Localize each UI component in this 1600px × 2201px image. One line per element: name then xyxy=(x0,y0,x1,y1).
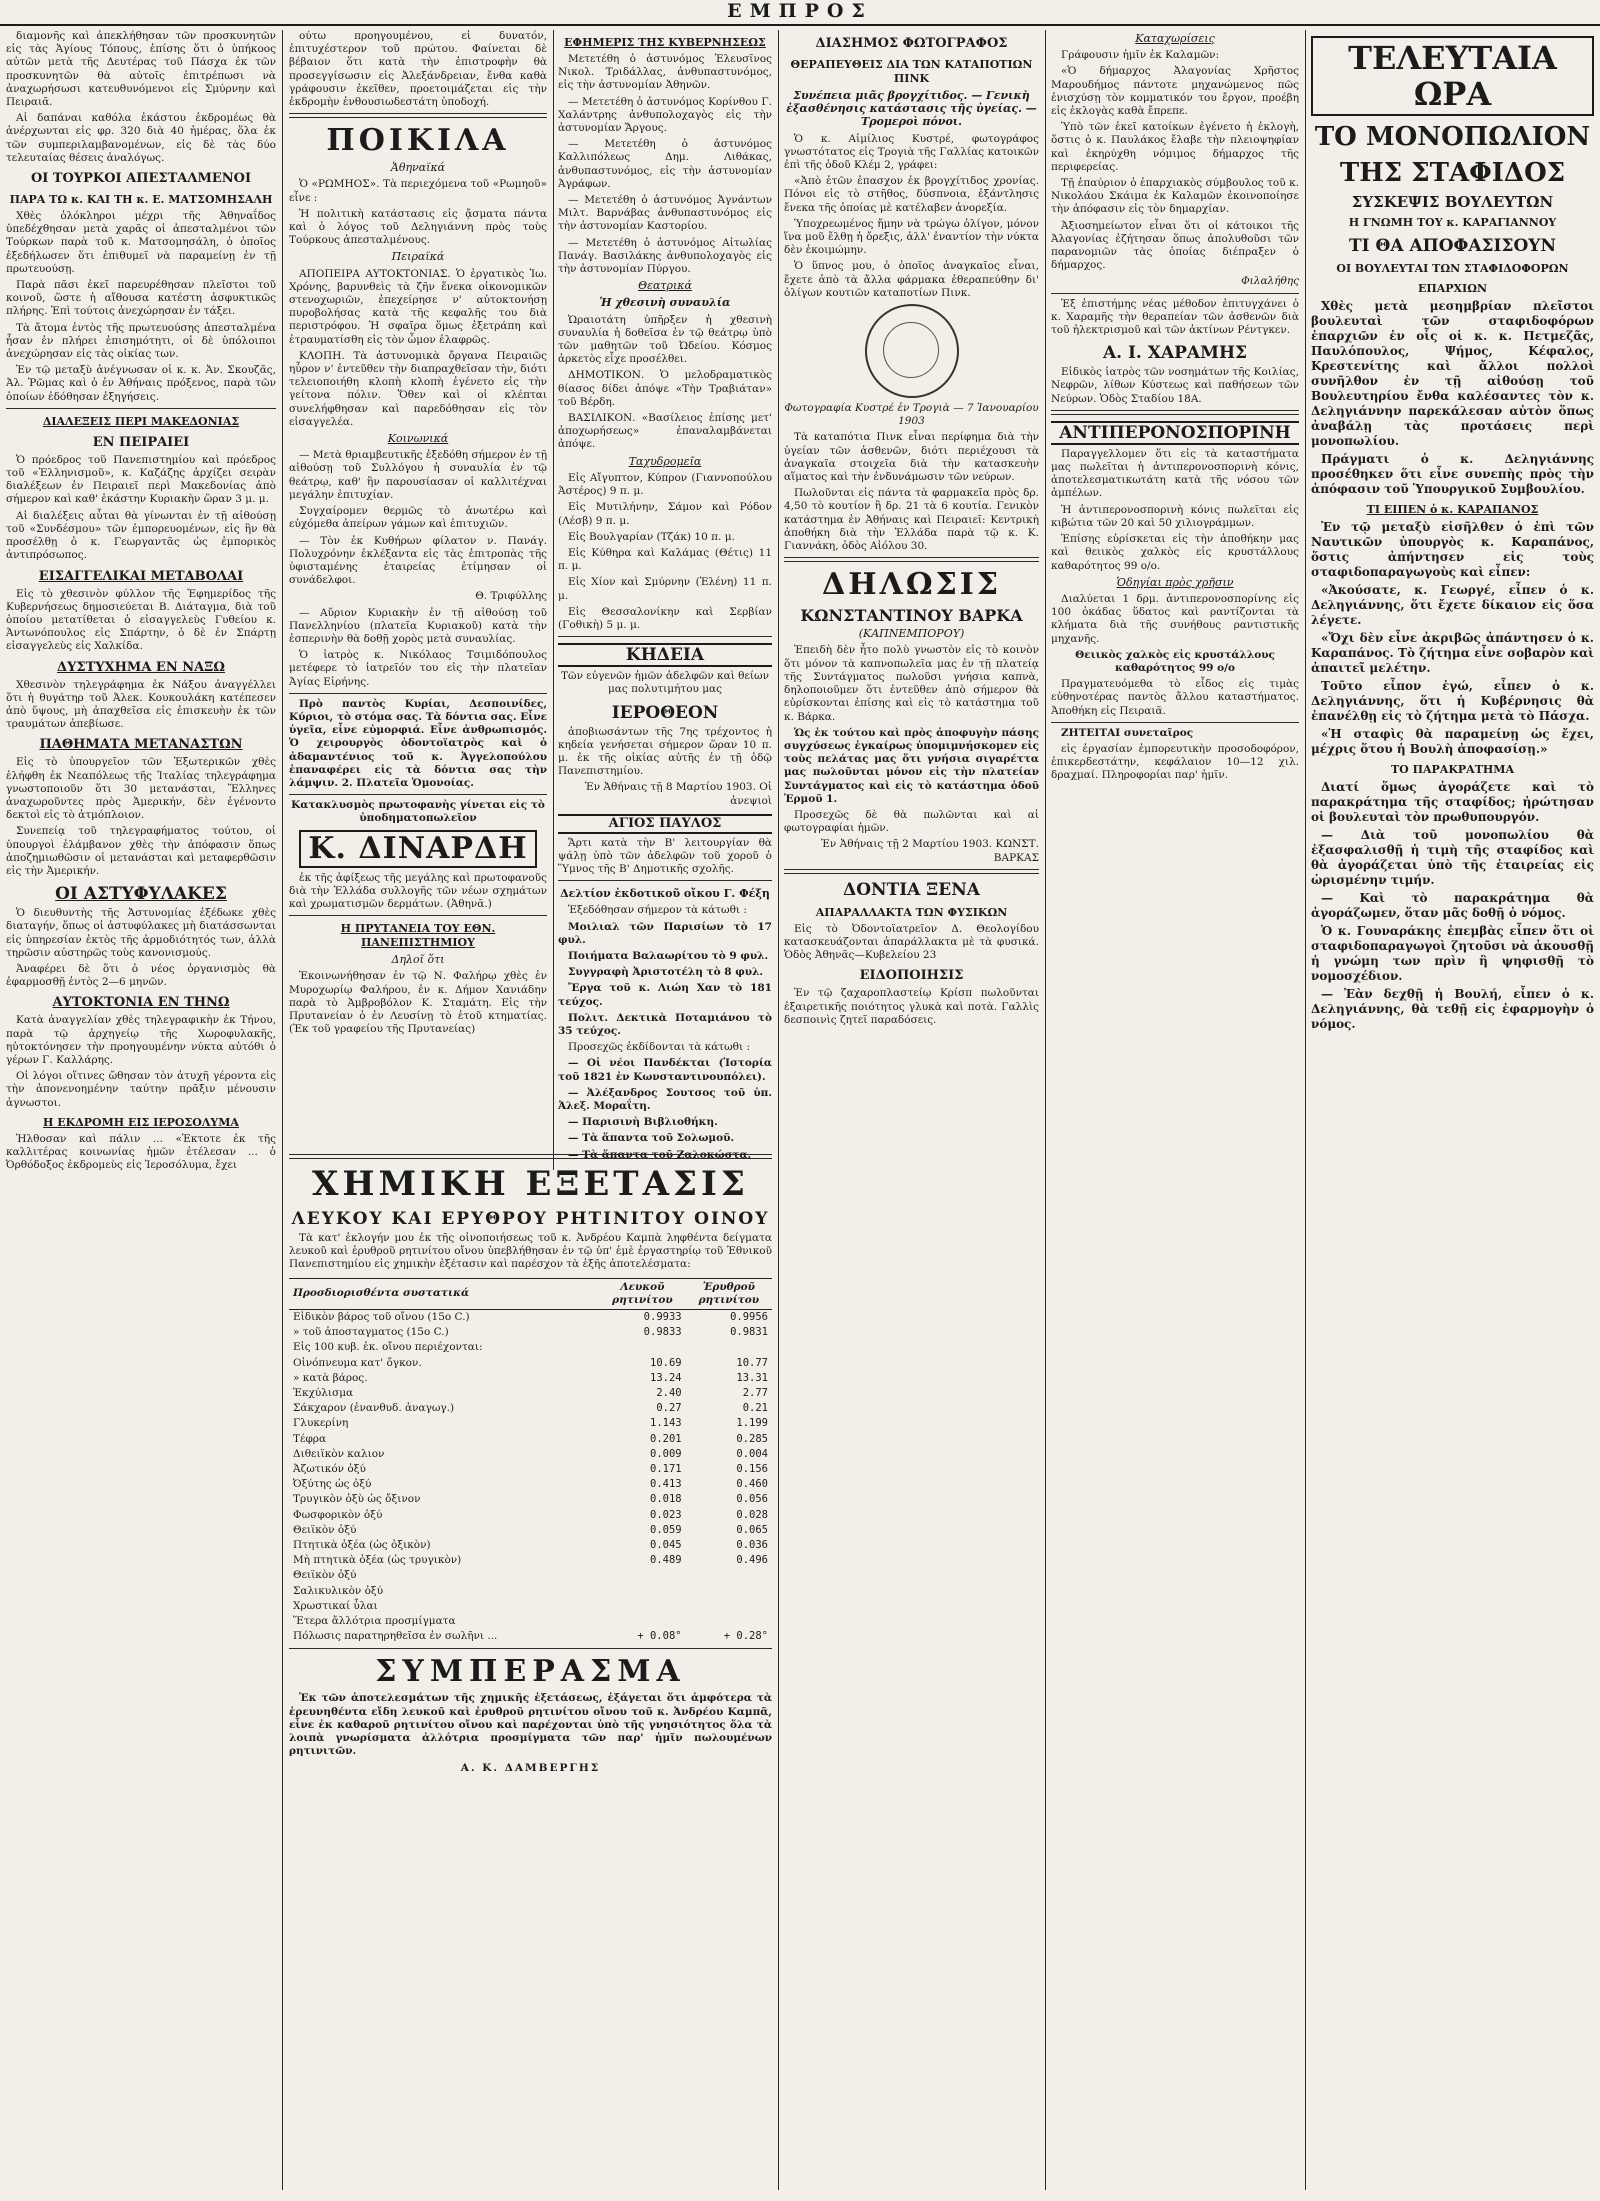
column-2 xyxy=(289,30,547,1170)
article-text: Εἰς Θεσσαλονίκην καὶ Σερβίαν (Γοθικὴ) 5 μ. μ. xyxy=(558,605,772,631)
list-item: Πολιτ. Δεκτικὰ Ποταμιάνου τὸ 35 τεύχος. xyxy=(558,1011,772,1037)
headline-breaking: ΤΕΛΕΥΤΑΙΑ ΩΡΑ xyxy=(1311,36,1594,116)
article-text: Ἐν τῷ μεταξὺ εἰσῆλθεν ὁ ἐπὶ τῶν Ναυτικῶν ὑπουργὸς κ. Καραπάνος, ὅστις ἀπήντησεν εἰς τοὺς σταφιδοπαραγωγοὺς καὶ εἶπεν: xyxy=(1311,520,1594,579)
article-text: ούτω προηγουμένου, εἰ δυνατόν, ἐπιτυχέστερον τοῦ πρώτου. Φαίνεται δὲ βέβαιον ὅτι κατὰ τὴν ἐπιστροφὴν θὰ προσεγγίσωσιν εἰς Ἀλεξάνδρειαν, ἔνθα καθὰ γράφουσιν ἐκεῖθεν, προετοιμάζεται εἰς τὴν ἐκδρομὴν ἐνθουσιωδεστάτη ὑποδοχή. xyxy=(289,30,547,109)
table-row xyxy=(289,1477,772,1492)
headline: ΕΠΑΡΧΙΩΝ xyxy=(1417,282,1488,295)
row-value: 0.156 xyxy=(736,1463,768,1476)
headline: ΕΙΔΟΠΟΙΗΣΙΣ xyxy=(859,968,964,984)
table-row xyxy=(289,1523,772,1538)
headline: ΠΑΡΑ ΤΩ κ. ΚΑΙ ΤΗ κ. Ε. ΜΑΤΣΟΜΗΣΑΛΗ xyxy=(9,193,273,207)
advertisement-title: ΑΝΤΙΠΕΡΟΝΟΣΠΟΡΙΝΗ xyxy=(1051,421,1299,445)
divider xyxy=(1051,293,1299,294)
advertisement-text: Τὰ κατ' ἐκλογήν μου ἐκ τῆς οἰνοποιήσεως τοῦ κ. Ἀνδρέου Καμπὰ ληφθέντα δείγματα λευκοῦ καὶ ἐρυθροῦ ρητινίτου οἴνου ὑπεβλήθησαν ἐν τῷ ὑπ' ἐμὲ ἐργαστηρίῳ τοῦ Ἐθνικοῦ Πανεπιστημίου εἰς χημικὴν ἐξέτασιν καὶ παρέσχον τὰ ἑξῆς ἀποτελέσματα: xyxy=(289,1232,772,1271)
row-label: » τοῦ ἀποσταγματος (15ο C.) xyxy=(293,1326,449,1339)
row-label: Τέφρα xyxy=(293,1432,327,1445)
article-text: — Μετετέθη ὁ ἀστυνόμος Αἰτωλίας Πανάγ. Βασιλάκης ἀνθυπολοχαγὸς εἰς τὴν ἀστυνομίαν Πύργου. xyxy=(558,236,772,276)
advertisement-text: ἐκ τῆς ἀφίξεως τῆς μεγάλης καὶ πρωτοφανοῦς διὰ τὴν Ἑλλάδα συλλογῆς τῶν νέων σχημάτων καὶ χρωματισμῶν δερμάτων. (Ἀθηνᾶ.) xyxy=(289,871,547,910)
advertisement-text: Ἐν τῷ ζαχαροπλαστείῳ Κρίσπ πωλοῦνται ἐξαιρετικῆς ποιότητος γλυκὰ καὶ ποτὰ. Γαλλὶς δεσποινὶς ζητεῖ παραδόσεις. xyxy=(784,987,1039,1026)
row-value: 2.40 xyxy=(656,1387,682,1400)
row-value: 0.045 xyxy=(650,1539,682,1552)
article-text: Μετετέθη ὁ ἀστυνόμος Ἐλευσῖνος Νικολ. Τριδάλλας, ἀνθυπαστυνόμος, εἰς τὴν ἀστυνομίαν Ἀθηνῶν. xyxy=(558,53,772,92)
article-text: ἀποβιωσάντων τῆς 7ης τρέχοντος ἡ κηδεία γενήσεται σήμερον ὥραν 10 π. μ. ἐκ τῆς οἰκίας αὐτῆς ἐν τῇ ὁδῷ Πανεπιστημίου. xyxy=(558,725,772,778)
divider xyxy=(289,693,547,694)
headline: ΑΓΙΟΣ ΠΑΥΛΟΣ xyxy=(558,814,772,834)
article-text: «Ἀκούσατε, κ. Γεωργέ, εἶπεν ὁ κ. Δεληγιάννης, ὅτι ἔχετε δίκαιον εἰς ὅσα λέγετε. xyxy=(1311,583,1594,627)
row-label: Οἰνόπνευμα κατ' ὄγκον. xyxy=(293,1356,422,1369)
list-item: — Ἀλέξανδρος Σουτσος τοῦ ὑπ. Ἀλεξ. Μοραΐτη. xyxy=(558,1086,772,1112)
advertisement-subtitle: ΛΕΥΚΟΥ ΚΑΙ ΕΡΥΘΡΟΥ ΡΗΤΙΝΙΤΟΥ ΟΙΝΟΥ xyxy=(291,1209,770,1229)
row-label: Εἰδικὸν βάρος τοῦ οἴνου (15ο C.) xyxy=(293,1311,470,1324)
column-header: Λευκοῦ ρητινίτου xyxy=(599,1278,685,1309)
table-row xyxy=(289,1447,772,1462)
row-label: Θειϊκὸν ὀξύ xyxy=(293,1523,357,1536)
row-value: 0.9933 xyxy=(643,1311,682,1324)
article-text: — Αὔριον Κυριακὴν ἐν τῇ αἰθούσῃ τοῦ Πανελληνίου (πλατεῖα Κυριακοῦ) κατὰ τὴν ἑσπερινὴν θὰ δοθῇ χορὸς μετὰ συναυλίας. xyxy=(289,606,547,645)
column-header: Ἐρυθροῦ ρητινίτου xyxy=(686,1278,772,1309)
article-text: Πράγματι ὁ κ. Δεληγιάννης προσέθηκεν ὅτι εἶνε συνεπὴς πρὸς τὴν ἀπόφασιν τοῦ Ὑπουργικοῦ Συμβουλίου. xyxy=(1311,452,1594,496)
table-row xyxy=(289,1508,772,1523)
headline: ΑΥΤΟΚΤΟΝΙΑ ΕΝ ΤΗΝΩ xyxy=(52,995,230,1011)
row-value: 0.018 xyxy=(650,1493,682,1506)
article-text: Ὁ ἰατρὸς κ. Νικόλαος Τσιμιδόπουλος μετέφερε τὸ ἰατρεῖόν του εἰς τὴν πλατεῖαν Ἀγίας Εἰρήνης. xyxy=(289,649,547,688)
advertisement-text: εἰς ἐργασίαν ἐμπορευτικὴν προσοδοφόρον, ἐπικερδεστάτην, κεφάλαιον 10—12 χιλ. δραχμαί. Πληροφορίαι παρ' ἡμῖν. xyxy=(1051,742,1299,782)
row-value xyxy=(686,1614,772,1629)
row-label: Ὀξύτης ὡς ὀξύ xyxy=(293,1478,372,1491)
row-label: Πτητικὰ ὀξέα (ὡς ὀξικὸν) xyxy=(293,1539,431,1552)
article-text: Χθὲς ὁλόκληροι μέχρι τῆς Ἀθηναΐδος ὑπεδέχθησαν μετὰ χαρᾶς οἱ ἀπεσταλμένοι τῶν Τούρκων παρὰ τοῦ κ. Ματσομησάλη, ὁ ὁποῖος ἐξεδήλωσεν ὅτι ἐπιθυμεῖ νὰ παραμείνῃ ἐν τῇ πρωτευούσῃ. xyxy=(6,210,276,275)
masthead-title: ΕΜΠΡΟΣ xyxy=(727,0,873,22)
photographer-stamp xyxy=(865,304,959,398)
article-text: ΔΗΜΟΤΙΚΟΝ. Ὁ μελοδραματικὸς θίασος δίδει ἀπόψε «Τὴν Τραβιάταν» τοῦ Βέρδη. xyxy=(558,369,772,408)
article-text: Συγχαίρομεν θερμῶς τὸ ἀνωτέρω καὶ εὐχόμεθα ἀπείρων γάμων καὶ ἐπιτυχιῶν. xyxy=(289,505,547,531)
row-value: 13.24 xyxy=(650,1371,682,1384)
column-rule xyxy=(553,30,554,1170)
row-value xyxy=(599,1568,685,1583)
article-text: Τὰ καταπότια Πινκ εἶναι περίφημα διὰ τὴν ὑγείαν τῶν ἀσθενῶν, διότι περιέχουσι τὰ ἀναγκαῖα στοιχεῖα διὰ τὴν κατασκευὴν αἵματος καὶ τὴν ἐνδυνάμωσιν τῶν νεύρων. xyxy=(784,431,1039,484)
headline: ΔΥΣΤΥΧΗΜΑ ΕΝ ΝΑΞΩ xyxy=(57,659,225,675)
headline: ΟΙ ΤΟΥΡΚΟΙ ΑΠΕΣΤΑΛΜΕΝΟΙ xyxy=(30,171,252,187)
article-text: Ὁ κ. Αἰμίλιος Κυστρέ, φωτογράφος γνωστότατος εἰς Τρογιὰ τῆς Γαλλίας κατοικῶν ἐπὶ τῆς ὁδοῦ Κλέμ 2, γράφει: xyxy=(784,132,1039,172)
advertisement-text: Ἐκ τῶν ἀποτελεσμάτων τῆς χημικῆς ἐξετάσεως, ἐξάγεται ὅτι ἀμφότερα τὰ ἐρευνηθέντα εἴδη λευκοῦ καὶ ἐρυθροῦ ρητινίτου οἴνου τοῦ κ. Ἀνδρέου Καμπᾶ, εἶνε ἐκ καθαροῦ ρητινίτου οἴνου καὶ παρέχονται ὑπὸ τῆς γνησιότητος ὅλα τὰ λοιπὰ γνωρίσματα ἀλλότρια προσμίγματα τῶν παρ' ἡμῖν πωλουμένων ρητινιτῶν. xyxy=(289,1692,772,1758)
signature: Ἐν Ἀθήναις τῇ 8 Μαρτίου 1903. Οἱ ἀνεψιοὶ xyxy=(584,781,772,807)
row-value: 0.27 xyxy=(656,1402,682,1415)
article-text: Γράφουσιν ἡμῖν ἐκ Καλαμῶν: xyxy=(1061,49,1220,62)
column-4 xyxy=(784,30,1039,2190)
row-value xyxy=(686,1340,772,1355)
article-text: Τῶν εὐγενῶν ἡμῶν ἀδελφῶν καὶ θείων μας πολυτιμήτου μας xyxy=(561,670,769,696)
headline: ΚΗΔΕΙΑ xyxy=(558,643,772,667)
article-text: Ἐκοινωνήθησαν ἐν τῷ Ν. Φαλήρῳ χθὲς ἐν Μυροχωρίῳ Φαλήρου, ἐν κ. Δήμον Χανιάδην παρὰ τὸ Ἀμβροβόλον Κ. Σταμάτη. Εἰς τὴν Πρυτανείαν ὁ ἐν Λευσίνῃ τὸ ἑτοῦ κτηματίας. (Ἐκ τοῦ γραφείου τῆς Πρυτανείας) xyxy=(289,970,547,1036)
headline: ΤΙ ΕΙΠΕΝ ὁ κ. ΚΑΡΑΠΑΝΟΣ xyxy=(1366,503,1539,516)
section-title: ΣΥΜΠΕΡΑΣΜΑ xyxy=(375,1654,686,1690)
signature: Φιλαλήθης xyxy=(1241,275,1299,288)
article-text: Εἰς τὸ ὑπουργεῖον τῶν Ἐξωτερικῶν χθὲς ἐλήφθη ἐκ Νεαπόλεως τῆς Ἰταλίας τηλεγράφημα γνωστοποιοῦν ὅτι 30 μετανάσται, Ἕλληνες ἀναχωροῦντες πρὸς Ἀμερικήν, δὲν ἐγένοντο δεκτοὶ εἰς τὸ ἀτμόπλοιον. xyxy=(6,756,276,822)
column-6 xyxy=(1311,30,1594,2190)
row-label: Σάκχαρον (ἐνανθυδ. ἀναγωγ.) xyxy=(293,1402,455,1415)
row-label: Θειϊκὸν ὀξύ xyxy=(293,1569,357,1582)
table-row xyxy=(289,1553,772,1568)
signature: Ἐν Ἀθήναις τῇ 2 Μαρτίου 1903. ΚΩΝΣΤ. ΒΑΡΚΑΣ xyxy=(820,838,1039,864)
row-label: Γλυκερίνη xyxy=(293,1417,349,1430)
row-value: + 0.28° xyxy=(723,1630,768,1643)
column-rule xyxy=(1045,30,1046,2190)
chemical-analysis-ad xyxy=(289,1150,772,2190)
article-text: — Μετετέθη ὁ ἀστυνόμος Κορίνθου Γ. Χαλάντρης ἀνθυπολοχαγὸς εἰς τὴν ἀστυνομίαν Ἄργους. xyxy=(558,95,772,135)
advertisement-title: Α. Ι. ΧΑΡΑΜΗΣ xyxy=(1102,343,1248,364)
headline: ΤΗΣ ΣΤΑΦΙΔΟΣ xyxy=(1339,158,1566,188)
table-row xyxy=(289,1340,772,1355)
advertisement-text: Προσεχῶς δὲ θὰ πωλῶνται καὶ αἱ φωτογραφίαι ἡμῶν. xyxy=(784,808,1039,835)
signature: Α. Κ. ΔΑΜΒΕΡΓΗΣ xyxy=(460,1761,601,1774)
list-item: Συγγραφὴ Ἀριστοτέλη τὸ 8 φυλ. xyxy=(568,966,764,979)
section-subtitle: Πειραϊκά xyxy=(391,250,445,264)
row-label: Φωσφορικὸν ὀξύ xyxy=(293,1508,383,1521)
signature: Θ. Τριφύλλης xyxy=(475,590,547,603)
list-item: Προσεχῶς ἐκδίδονται τὰ κάτωθι : xyxy=(568,1041,750,1054)
analysis-table xyxy=(289,1278,772,1645)
table-row xyxy=(289,1416,772,1431)
divider xyxy=(6,408,276,409)
divider xyxy=(1051,722,1299,723)
row-value: 0.036 xyxy=(736,1539,768,1552)
divider xyxy=(289,1648,772,1649)
row-value: 0.9833 xyxy=(643,1326,682,1339)
headline: ΤΙ ΘΑ ΑΠΟΦΑΣΙΣΟΥΝ xyxy=(1349,236,1556,256)
column-3 xyxy=(558,30,772,1170)
article-text: Εἰς Αἴγυπτον, Κύπρον (Γιαννοπούλου Ἀστέρος) 9 π. μ. xyxy=(558,471,772,498)
article-text: Ἡ πολιτικὴ κατάστασις εἰς ᾄσματα πάντα καὶ ὁ λόγος τοῦ Δεληγιάννη πρὸς τοὺς Τούρκους ἀπεσταλμένους. xyxy=(289,207,547,247)
column-header: Προσδιορισθέντα συστατικά xyxy=(289,1278,599,1309)
row-label: Ἕτερα ἄλλότρια προσμίγματα xyxy=(293,1615,456,1628)
article-text: — Καὶ τὸ παρακράτημα θὰ ἀγοράζωμεν, ὅταν μᾶς δοθῇ ὁ νόμος. xyxy=(1311,891,1594,920)
section-subtitle: (ΚΑΠΝΕΜΠΟΡΟΥ) xyxy=(858,627,965,641)
headline: ΤΟ ΜΟΝΟΠΩΛΙΟΝ xyxy=(1314,122,1591,152)
advertisement-text: Πρὸ παντὸς Κυρίαι, Δεσποινίδες, Κύριοι, τὸ στόμα σας. Τὰ δόντια σας. Εἶνε ὑγεῖα, εἶνε εὐμορφιά. Εἶνε ἀνθρωπισμός. Ὁ χειρουργὸς ὀδοντοϊατρὸς καὶ ὁ ἀδαμαντένιος τοῦ κ. Ἀγγελοπούλου ἐπαναφέρει εἰς τὰ δόντια σας τὴν λάμψιν. 2. Πλατεῖα Ὁμονοίας. xyxy=(289,697,547,789)
advertisement-text: Ἐπειδὴ δὲν ἦτο πολὺ γνωστὸν εἰς τὸ κοινὸν ὅτι μόνον τὰ καπνοπωλεῖα μας ἐν τῇ πλατείᾳ τῆς Συντάγματος πωλοῦσι γνήσια καπνὰ, δηλοποιοῦμεν ὅτι ἐντεῦθεν ἀπὸ σήμερον θὰ εὑρίσκονται ἐπίσης καὶ εἰς τὸ κατάστημα τοῦ κ. Βάρκα. xyxy=(784,644,1039,723)
article-text: Αἱ δαπάναι καθόλα ἑκάστου ἐκδρομέως θὰ ἀνέρχωνται εἰς φρ. 320 διὰ 40 ἡμέρας, ὅλα ἐκ τῶν συμπεριλαμβανομένων, εἰς δὲ τὰς δύο τελευταίας θέσεις ἀναλόγως. xyxy=(6,112,276,164)
table-header-row xyxy=(289,1278,772,1309)
article-text: Εἰς Βουλγαρίαν (Τζάκ) 10 π. μ. xyxy=(568,530,735,543)
article-text: Ἄρτι κατὰ τὴν Β' λειτουργίαν θὰ ψάλῃ ὑπὸ τῶν ἀδελφῶν τοῦ χοροῦ ὁ Ὕμνος τῆς Β' Δημοτικῆς σχολῆς. xyxy=(558,836,772,876)
list-item: Ἐξεδόθησαν σήμερον τὰ κάτωθι : xyxy=(568,904,747,917)
row-value xyxy=(599,1614,685,1629)
table-row xyxy=(289,1629,772,1644)
masthead-rule xyxy=(0,24,1600,26)
table-row xyxy=(289,1310,772,1326)
article-text: Ὁ «ΡΩΜΗΟΣ». Τὰ περιεχόμενα τοῦ «Ρωμηοῦ» εἶνε : xyxy=(289,178,547,204)
row-value xyxy=(686,1599,772,1614)
row-value: 10.69 xyxy=(650,1356,682,1369)
headline: ΣΥΣΚΕΨΙΣ ΒΟΥΛΕΥΤΩΝ xyxy=(1351,193,1554,211)
row-value: 0.9956 xyxy=(730,1311,768,1324)
article-text: — Μετετέθη ὁ ἀστυνόμος Ἀγνάντων Μιλτ. Βαρνάβας ἀνθυπαστυνόμος εἰς τὴν ἀστυνομίαν Καστορίου. xyxy=(558,194,772,233)
divider xyxy=(289,113,547,118)
section-subtitle: Ἡ χθεσινὴ συναυλία xyxy=(599,296,731,310)
advertisement-text: Εἰς τὸ Ὀδοντοϊατρεῖον Δ. Θεολογίδου κατασκευάζονται ἀπαράλλακτα μὲ τὰ φυσικά. Ὁδὸς Ἀθηνᾶς—Κυβελείου 23 xyxy=(784,922,1039,962)
row-value: 0.171 xyxy=(650,1463,682,1476)
row-label: Ἀζωτικόν ὀξύ xyxy=(293,1463,366,1476)
row-label: Διθειϊκὸν καλιον xyxy=(293,1447,385,1460)
row-value: 0.285 xyxy=(736,1432,768,1445)
table-row xyxy=(289,1356,772,1371)
headline: ΔΗΛΩΣΙΣ xyxy=(821,567,1002,603)
row-value: 0.004 xyxy=(736,1447,768,1460)
headline: ΔΙΑΣΗΜΟΣ ΦΩΤΟΓΡΑΦΟΣ xyxy=(815,36,1008,51)
section-subtitle: Καταχωρίσεις xyxy=(1135,32,1215,45)
list-item: — Τὰ ἅπαντα τοῦ Ζαλοκώστα. xyxy=(568,1148,752,1161)
advertisement-text: Ἡ ἀντιπερονοσπορινὴ κόνις πωλεῖται εἰς κιβώτια τῶν 20 καὶ 50 χιλιογράμμων. xyxy=(1051,503,1299,529)
row-value: 0.056 xyxy=(736,1493,768,1506)
row-value: 0.059 xyxy=(650,1523,682,1536)
headline: Η ΓΝΩΜΗ ΤΟΥ κ. ΚΑΡΑΓΙΑΝΝΟΥ xyxy=(1348,216,1557,229)
divider xyxy=(558,636,772,637)
article-text: «Ὄχι δὲν εἶνε ἀκριβῶς ἀπάντησεν ὁ κ. Καραπάνος. Τὸ ζήτημα εἶνε σοβαρὸν καὶ ἀπαιτεῖ μελέτην. xyxy=(1311,631,1594,675)
headline: ΔΙΑΛΕΞΕΙΣ ΠΕΡΙ ΜΑΚΕΔΟΝΙΑΣ xyxy=(42,414,240,428)
row-value: 1.143 xyxy=(650,1417,682,1430)
article-text: Ὑπὸ τῶν ἐκεῖ κατοίκων ἐγένετο ἡ ἐκλογὴ, ὅστις ὁ κ. Παυλάκος ἔλαβε τὴν πλειοψηφίαν καὶ ἐκηρύχθη νόμιμος δήμαρχος τῆς περιφερείας. xyxy=(1051,121,1299,173)
article-text: Ἀναφέρει δὲ ὅτι ὁ νέος ὀργανισμὸς θὰ ἐφαρμοσθῇ ἐντὸς 2—6 μηνῶν. xyxy=(6,962,276,989)
divider xyxy=(289,794,547,795)
article-text: «Ἀπὸ ἐτῶν ἐπασχον ἐκ βρογχίτιδος χρονίας. Πόνοι εἰς τὸ στῆθος, δύσπνοια, ἐξάντλησις ἔνεκα τῆς ὁποίας μὲ κατέλαβεν ἀνορεξία. xyxy=(784,175,1039,214)
table-row xyxy=(289,1584,772,1599)
advertisement-title: ΧΗΜΙΚΗ ΕΞΕΤΑΣΙΣ xyxy=(312,1164,749,1204)
section-subtitle: Ἀθηναϊκά xyxy=(390,161,446,175)
article-text: Ὁ κ. Γουναράκης ἐπεμβὰς εἶπεν ὅτι οἱ σταφιδοπαραγωγοὶ ζητοῦσι νὰ ἀκουσθῇ ἡ γνώμη των πρὶν ἢ ψηφισθῇ τὸ νομοσχέδιον. xyxy=(1311,924,1594,983)
advertisement-text: Κατακλυσμὸς πρωτοφανὴς γίνεται εἰς τὸ ὑποδηματοπωλεῖον xyxy=(291,799,545,825)
column-rule xyxy=(1305,30,1306,2190)
row-value: + 0.08° xyxy=(637,1630,682,1643)
article-text: Εἰς τὸ χθεσινὸν φύλλον τῆς Ἐφημερίδος τῆς Κυβερνήσεως δημοσιεύεται Β. Διάταγμα, διὰ τοῦ ὁποίου μετατίθεται ὁ εἰσαγγελεὺς Γυθείου κ. Ἀντωνόπουλος εἰς Σπάρτην, ὁ δὲ ἐν Σπάρτῃ εἰσαγγελεὺς εἰς Χαλκίδα. xyxy=(6,587,276,653)
table-row xyxy=(289,1614,772,1629)
section-subtitle: Συνέπεια μιᾶς βρογχίτιδος. — Γενικὴ ἐξασθένησις κατάστασις τῆς ὑγείας. — Τρομεροὶ πόνοι. xyxy=(786,89,1037,129)
article-text: διαμονῆς καὶ ἀπεκλήθησαν τῶν προσκυνητῶν εἰς τὰς Ἁγίους Τόπους, ἐπίσης ὅτι ὁ ὑπήκοος αὐτῶν μετὰ τῆς Δευτέρας τοῦ Πάσχα ἐκ τῶν προσκυνητῶν θὰ αὐτοῖς ἐπιτρέπωσι νὰ ἀναχωρήσωσι κατευθυνόμενοι εἰς Σμύρνην καὶ Πειραιᾶ. xyxy=(6,30,276,109)
article-text: Παρὰ πᾶσι ἐκεῖ παρευρέθησαν πλεῖστοι τοῦ κοινοῦ, ὥστε ἡ αἴθουσα κατέστη ἀσφυκτικῶς πλήρης. Ἐπὶ τούτοις ἀνεχώρησαν ἐν τάξει. xyxy=(6,279,276,318)
article-text: Τοῦτο εἶπον ἐγώ, εἶπεν ὁ κ. Δεληγιάννης, ὅτι ἡ Κυβέρνησις θὰ ἐπανέλθῃ εἰς τὸ ζήτημα μετὰ τὸ Πάσχα. xyxy=(1311,679,1594,723)
row-label: Σαλικυλικὸν ὀξύ xyxy=(293,1584,384,1597)
row-label: » κατὰ βάρος. xyxy=(293,1371,368,1384)
article-text: Ὡραιοτάτη ὑπῆρξεν ἡ χθεσινὴ συναυλία ἡ δοθεῖσα ἐν τῷ θεάτρῳ ὑπὸ τῶν μαθητῶν τοῦ Ὠδείου. Κόσμος ἀρκετὸς εἶχε προσέλθει. xyxy=(558,313,772,366)
divider xyxy=(1051,410,1299,415)
advertisement-text: Παραγγελλομεν ὅτι εἰς τὰ καταστήματα μας πωλεῖται ἡ ἀντιπερονοσπορινὴ κόνις, ἀποτελεσματικωτάτη κατὰ τῆς νόσου τῶν ἀμπέλων. xyxy=(1051,447,1299,500)
row-label: Τρυγικὸν ὀξὺ ὡς ὄξινον xyxy=(293,1493,421,1506)
article-text: Εἰς Μυτιλήνην, Σάμον καὶ Ρόδον (Λέσβ) 9 π. μ. xyxy=(558,501,772,527)
advertisement-text: Ὡς ἐκ τούτου καὶ πρὸς ἀποφυγὴν πάσης συγχύσεως ἐγκαίρως ὑπομιμνήσκομεν εἰς τοὺς πελάτας μας ὅτι γνήσια σιγαρέττα μας πωλοῦνται μόνον εἰς τὴν πλατείαν Συντάγματος καὶ εἰς τὸ κατάστημα ὁδοῦ Ἑρμοῦ 1. xyxy=(784,726,1039,805)
row-value: 0.21 xyxy=(742,1402,768,1415)
table-body xyxy=(289,1310,772,1645)
advertisement-text: Ἐξ ἐπιστήμης νέας μέθοδον ἐπιτυγχάνει ὁ κ. Χαραμῆς τὴν θεραπείαν τῶν ἀσθενῶν διὰ τοῦ ἠλεκτρισμοῦ καὶ τῶν ἀκτίνων Ρέντγκεν. xyxy=(1051,297,1299,337)
section-subtitle: Θεατρικά xyxy=(638,279,692,293)
article-text: Ἠλθοσαν καὶ πάλιν ... «Ἐκτοτε ἐκ τῆς καλλιτέρας κοινωνίας ἡμῶν ἐτέλεσαν ... ὁ Ὀρθόδοξος ἐκδρομεὺς εἰς Ἱεροσόλυμα, ἔχει xyxy=(6,1132,276,1172)
stamp-caption: Φωτογραφία Κυστρέ ἐν Τρογιὰ — 7 Ἰανουαρίου 1903 xyxy=(784,402,1039,428)
row-value: 1.199 xyxy=(736,1417,768,1430)
article-text: — Διὰ τοῦ μονοπωλίου θὰ ἐξασφαλισθῇ ἡ τιμὴ τῆς σταφίδος καὶ θὰ ἀγοράζεται ὑπὸ τῆς ἑταιρείας εἰς ὡρισμένην τιμήν. xyxy=(1311,828,1594,887)
list-item: Ἔργα τοῦ κ. Λιώη Χαν τὸ 181 τεύχος. xyxy=(558,982,772,1008)
article-text: Χθὲς μετὰ μεσημβρίαν πλεῖστοι βουλευταὶ τῶν σταφιδοφόρων ἐπαρχιῶν ἐν οἷς οἱ κ. κ. Πετμεζᾶς, Παυλόπουλος, Ψήμος, Κέφαλος, Κρεστενίτης καὶ ἄλλοι πολλοὶ συνῆλθον ἐν τῇ αἰθούσῃ τοῦ Βουλευτηρίου ἔνθα καλέσαντες τὸν κ. Δεληγιάννην παρεκάλεσαν αὐτὸν ὅπως ἀναβάλῃ τὰς προτάσεις περὶ μονοπωλίου. xyxy=(1311,299,1594,448)
table-row xyxy=(289,1325,772,1340)
row-value: 0.489 xyxy=(650,1554,682,1567)
row-value xyxy=(599,1340,685,1355)
advertisement-text: Διαλύεται 1 δρμ. ἀντιπερονοσπορίνης εἰς 100 ὀκάδας ὕδατος καὶ ραντίζονται τὰ κλήματα διὰ τῆς συνήθους ραντιστικῆς μηχανῆς. xyxy=(1051,592,1299,645)
article-text: ΚΛΟΠΗ. Τὰ ἀστυνομικὰ ὄργανα Πειραιῶς ηὗρον ν' ἐντεῦθεν τὴν διαπραχθεῖσαν τὴν, διότι τελειοποιήθη κλοπὴ κλοπὴ ἐγένετο εἰς τὴν γείτονα πόλιν. Ὅθεν καὶ οἱ κλέπται συνελήφθησαν καὶ παρεδόθησαν εἰς τὸν εἰσαγγελέα. xyxy=(289,349,547,428)
divider xyxy=(289,1154,772,1159)
article-text: «Ὁ δήμαρχος Ἀλαγονίας Χρῆστος Μαρουδήμος πάντοτε μηχανώμενος πῶς ἐνισχύσῃ τὸν κομματικόν του ἔργον, προέβη εἰς ἐκλογὰς καθὰ ἔπρεπε. xyxy=(1051,65,1299,118)
list-item: — Τὰ ἅπαντα τοῦ Σολωμοῦ. xyxy=(568,1132,735,1145)
row-value: 0.9831 xyxy=(730,1326,768,1339)
row-label: Εἰς 100 κυβ. ἑκ. οἴνου περιέχονται: xyxy=(293,1341,483,1354)
table-row xyxy=(289,1401,772,1416)
headline: ΠΑΘΗΜΑΤΑ ΜΕΤΑΝΑΣΤΩΝ xyxy=(39,737,243,753)
row-label: Ἐκχύλισμα xyxy=(293,1387,354,1400)
table-row xyxy=(289,1492,772,1507)
article-text: Εἰς Κύθηρα καὶ Καλάμας (Θέτις) 11 π. μ. xyxy=(558,546,772,573)
advertisement-text: Πραγματευόμεθα τὸ εἶδος εἰς τιμὰς εὐθηνοτέρας παντὸς ἄλλου καταστήματος. Ἀποθήκη εἰς Πειραιᾶ. xyxy=(1051,678,1299,717)
section-subtitle: Ταχυδρομεῖα xyxy=(628,454,702,468)
row-value: 0.496 xyxy=(736,1554,768,1567)
row-value xyxy=(599,1584,685,1599)
headline: ΟΙ ΑΣΤΥΦΥΛΑΚΕΣ xyxy=(55,884,227,905)
column-rule xyxy=(778,30,779,2190)
headline: ΟΙ ΒΟΥΛΕΥΤΑΙ ΤΩΝ ΣΤΑΦΙΔΟΦΟΡΩΝ xyxy=(1336,262,1569,275)
table-row xyxy=(289,1386,772,1401)
article-text: Οἱ λόγοι οἵτινες ὤθησαν τὸν ἀτυχῆ γέροντα εἰς τὴν ἀπονενοημένην ταύτην πρᾶξιν μένουσιν ἀγνωστοι. xyxy=(6,1070,276,1109)
divider xyxy=(784,557,1039,562)
row-label: Μὴ πτητικὰ ὀξέα (ὡς τρυγικὸν) xyxy=(293,1554,462,1567)
row-value: 0.201 xyxy=(650,1432,682,1445)
row-value xyxy=(686,1568,772,1583)
article-text: «Ἡ σταφὶς θὰ παραμείνῃ ὡς ἔχει, μέχρις ὅτου ἡ Βουλὴ ἀποφασίσῃ.» xyxy=(1311,727,1594,756)
column-1 xyxy=(6,30,276,2190)
row-value xyxy=(686,1584,772,1599)
divider xyxy=(558,880,772,881)
row-value: 0.009 xyxy=(650,1447,682,1460)
headline: ΕΝ ΠΕΙΡΑΙΕΙ xyxy=(92,434,190,450)
row-value: 0.065 xyxy=(736,1523,768,1536)
row-value: 10.77 xyxy=(736,1356,768,1369)
article-text: Ἐν τῷ μεταξὺ ἀνέγνωσαν οἱ κ. κ. Ἀν. Σκουζᾶς, Ἀλ. Ῥῶμας καὶ ὁ ἐν Ἀθήναις πρόξενος, παρὰ τῶν ὁποίων ἐδόθησαν ἐξηγήσεις. xyxy=(6,364,276,403)
section-subtitle: Κοινωνικά xyxy=(387,432,449,446)
divider xyxy=(784,869,1039,874)
row-value: 13.31 xyxy=(736,1371,768,1384)
headline: ΙΕΡΟΘΕΟΝ xyxy=(611,702,719,723)
article-text: Αἱ διαλέξεις αὗται θὰ γίνωνται ἐν τῇ αἰθούσῃ τοῦ «Συνδέσμου» τῶν ἐμπορευομένων, εἰς ἣν θὰ προσέλθῃ ὁ κ. Γεωργαντᾶς ὡς ἐμπορικὸς ἀντιπρόσωπος. xyxy=(6,509,276,562)
advertisement-title: ΖΗΤΕΙΤΑΙ συνεταῖρος xyxy=(1061,726,1194,739)
headline: ΕΦΗΜΕΡΙΣ ΤΗΣ ΚΥΒΕΡΝΗΣΕΩΣ xyxy=(564,36,766,49)
article-text: — Μετετέθη ὁ ἀστυνόμος Καλλιπόλεως Δημ. Λιθάκας, ἀνθυπαστυνόμος, εἰς τὴν ἀστυνομίαν Ἀγράφων. xyxy=(558,138,772,190)
row-value: 0.023 xyxy=(650,1508,682,1521)
section-subtitle: Δηλοῖ ὅτι xyxy=(391,953,445,967)
row-value: 2.77 xyxy=(742,1387,768,1400)
headline: Η ΠΡΥΤΑΝΕΙΑ ΤΟΥ ΕΘΝ. ΠΑΝΕΠΙΣΤΗΜΙΟΥ xyxy=(340,922,496,950)
headline: ΚΩΝΣΤΑΝΤΙΝΟΥ ΒΑΡΚΑ xyxy=(800,606,1023,626)
row-value: 0.460 xyxy=(736,1478,768,1491)
table-row xyxy=(289,1432,772,1447)
headline: Δελτίον ἐκδοτικοῦ οἴκου Γ. Φέξη xyxy=(560,887,770,901)
article-text: — Ἐὰν δεχθῇ ἡ Βουλή, εἶπεν ὁ κ. Δεληγιάννης, θὰ τεθῇ εἰς ἐφαρμογὴν ὁ νόμος. xyxy=(1311,987,1594,1031)
row-value: 0.413 xyxy=(650,1478,682,1491)
article-text: — Μετὰ θριαμβευτικῆς ἐξεδόθη σήμερον ἐν τῇ αἰθούσῃ τοῦ Συλλόγου ἡ συναυλία ἐν τῷ θεάτρῳ, καθ' ἣν παρουσίασαν οἱ καλλιτέχναι μεγάλην ἐπιτυχίαν. xyxy=(289,449,547,501)
table-row xyxy=(289,1371,772,1386)
list-item: Ποιήματα Βαλαωρίτου τὸ 9 φυλ. xyxy=(568,949,769,962)
table-row xyxy=(289,1462,772,1477)
article-text: Διατί ὅμως ἀγοράζετε καὶ τὸ παρακράτημα τῆς σταφίδος; ἠρώτησαν οἱ βουλευταὶ τὸν πρωθυπουργόν. xyxy=(1311,780,1594,824)
advertisement-text: Εἰδικὸς ἰατρὸς τῶν νοσημάτων τῆς Κοιλίας, Νεφρῶν, λίθων Κύστεως καὶ παθήσεων τῶν Νεύρων. Ὁδὸς Σταδίου 18Α. xyxy=(1051,366,1299,405)
section-subtitle: Ὁδηγίαι πρὸς χρῆσιν xyxy=(1116,575,1234,589)
advertisement-text: Θειικὸς χαλκὸς εἰς κρυστάλλους καθαρότητος 99 ο/ο xyxy=(1075,648,1275,674)
article-text: Ὁ διευθυντὴς τῆς Ἀστυνομίας ἐξέδωκε χθὲς διαταγήν, ὅπως οἱ ἀστυφύλακες μὴ διατάσσωνται εἰς ὑπηρεσίαν ἐκτὸς τῆς ἀρμοδιότητός των, ἀλλὰ τηρῶσιν αὐστηρῶς τοὺς κανονισμούς. xyxy=(6,907,276,959)
table-row xyxy=(289,1599,772,1614)
row-value xyxy=(599,1599,685,1614)
headline: ΘΕΡΑΠΕΥΘΕΙΣ ΔΙΑ ΤΩΝ ΚΑΤΑΠΟΤΙΩΝ ΠΙΝΚ xyxy=(790,58,1033,85)
headline: ΕΙΣΑΓΓΕΛΙΚΑΙ ΜΕΤΑΒΟΛΑΙ xyxy=(38,568,244,584)
article-text: Ὁ πρόεδρος τοῦ Πανεπιστημίου καὶ πρόεδρος τοῦ «Ἑλληνισμοῦ», κ. Καζάζης ἀρχίζει σειρὰν διαλέξεων ἐν Πειραιεῖ περὶ Μακεδονίας ἀπὸ σήμερον καὶ καθ' ἑκάστην Κυριακὴν ὥραν 3 μ. μ. xyxy=(6,453,276,506)
advertisement-title: ΑΠΑΡΑΛΛΑΚΤΑ ΤΩΝ ΦΥΣΙΚΩΝ xyxy=(815,905,1008,919)
article-text: Τῇ ἐπαύριον ὁ ἐπαρχιακὸς σύμβουλος τοῦ κ. Νικολάου Σκάιμα ἐκ Καλαμῶν ἐκοινοποίησε τὴν ἀπόφασιν εἰς τὸν δημαρχίαν. xyxy=(1051,177,1299,216)
article-text: Εἰς Χίον καὶ Σμύρνην (Ἑλένη) 11 π. μ. xyxy=(558,576,772,602)
article-text: Πωλοῦνται εἰς πάντα τὰ φαρμακεῖα πρὸς δρ. 4,50 τὸ κουτίον ἢ δρ. 21 τὰ 6 κουτία. Γενικὸν κατάστημα ἐν Ἀθήναις καὶ Πειραιεῖ: Κεντρικὴ ἀποθήκη διὰ τὴν Ἑλλάδα παρὰ τῷ κ. Κ. Γιαννάκη, ὁδὸς Αἰόλου 30. xyxy=(784,487,1039,553)
row-label: Πόλωσις παρατηρηθεῖσα ἐν σωλῆνι ... xyxy=(293,1630,498,1643)
list-item: — Οἱ νέοι Πανδέκται (Ἱστορία τοῦ 1821 ἐν Κωνσταντινουπόλει). xyxy=(558,1057,772,1083)
headline: ΤΟ ΠΑΡΑΚΡΑΤΗΜΑ xyxy=(1391,763,1514,776)
advertisement-text: Ἐπίσης εὑρίσκεται εἰς τὴν ἀποθήκην μας καὶ θειικὸς χαλκὸς εἰς κρυστάλλους καθαρότητος 99 ο/ο. xyxy=(1051,533,1299,572)
column-rule xyxy=(282,30,283,2190)
list-item: — Παρισινὴ Βιβλιοθήκη. xyxy=(568,1116,718,1129)
headline: Η ΕΚΔΡΟΜΗ ΕΙΣ ΙΕΡΟΣΟΛΥΜΑ xyxy=(43,1115,239,1129)
list-item: Μοιλιαλ τῶν Παρισίων τὸ 17 φυλ. xyxy=(558,920,772,946)
article-text: ΒΑΣΙΛΙΚΟΝ. «Βασίλειος ἐπίσης μετ' ἀποχωρήσεως» ἐπαναλαμβάνεται ἀπόψε. xyxy=(558,412,772,451)
article-text: Κατὰ ἀναγγελίαν χθὲς τηλεγραφικὴν ἐκ Τήνου, παρὰ τῷ ἀρχηγείῳ τῆς Χωροφυλακῆς, ηὐτοκτόνησεν τὴν προηγουμένην νύκτα αὐτόθι ὁ γέρων Γ. Καλλάρης. xyxy=(6,1014,276,1066)
column-5 xyxy=(1051,30,1299,2190)
row-value: 0.028 xyxy=(736,1508,768,1521)
divider xyxy=(289,915,547,916)
table-row xyxy=(289,1568,772,1583)
advertisement-title: Κ. ΔΙΝΑΡΔΗ xyxy=(299,830,537,868)
advertisement-title: ΔΟΝΤΙΑ ΞΕΝΑ xyxy=(843,879,980,900)
article-text: Ὁ ὕπνος μου, ὁ ὁποῖος ἀναγκαῖος εἶναι, ἔχετε ἀπὸ τὰ ἄλλα φάρμακα ἐθεραπεύθην δι' ὀλίγων κουτιῶν καταποτίων Πινκ. xyxy=(784,260,1039,299)
article-text: Τὰ ἄτομα ἐντὸς τῆς πρωτευούσης ἀπεσταλμένα ἦσαν ἐν πλήρει ἐπισημότητι, οἱ δὲ ὑπόλοιποι ἀνεχώρησαν εἰς τὰς οἰκίας των. xyxy=(6,321,276,361)
section-title: ΠΟΙΚΙΛΑ xyxy=(326,123,510,159)
row-label: Χρωστικαί ὗλαι xyxy=(293,1599,378,1612)
article-text: Ἀξιοσημείωτον εἶναι ὅτι οἱ κάτοικοι τῆς Ἀλαγονίας ἐζήτησαν ὅπως ἀπολυθοῦσι τῶν παρανομιῶν τὰς ὁποίας διέπραξεν ὁ δήμαρχος. xyxy=(1051,219,1299,272)
article-text: ΑΠΟΠΕΙΡΑ ΑΥΤΟΚΤΟΝΙΑΣ. Ὁ ἐργατικὸς Ἰω. Χρόνης, βαρυνθεὶς τὰ ζῆν ἕνεκα οἰκονομικῶν στενοχωριῶν, ἐπεχείρησε ν' αὐτοκτονήσῃ πυροβολήσας κατὰ τῆς κεφαλῆς του διὰ περιστρόφου. Ἡ σφαῖρα ὅμως ἐξετράπη καὶ ἐτραυματίσθη εἰς τὸν ὦμον ἐλαφρῶς. xyxy=(289,267,547,346)
table-row xyxy=(289,1538,772,1553)
article-text: Ὑποχρεωμένος ἤμην νὰ τρώγω ὀλίγον, μόνον ἵνα μοῦ ἔλθῃ ἡ ὄρεξις, ἀλλ' ἐναντίον τὴν νύκτα δὲν ἐκοιμώμην. xyxy=(784,217,1039,257)
article-text: Συνεπείᾳ τοῦ τηλεγραφήματος τούτου, οἱ ὑπουργοὶ ἐλάμβανον χθὲς τὴν ἀπόφασιν ὅπως ἀποζημιωθῶσιν οἱ μετανάσται καὶ μεταφερθῶσιν εἰς τὴν Ἀμερικήν. xyxy=(6,825,276,877)
article-text: Χθεσινὸν τηλεγράφημα ἐκ Νάξου ἀναγγέλλει ὅτι ἡ θυγάτηρ τοῦ Ἀλεκ. Κουκουλάκη κατέπεσεν ἀπὸ ὕψους, μὴ ἀπαχθεῖσα εἰς ἐπισκευὴν ἐκ τῶν τραυμάτων ἀπεβίωσε. xyxy=(6,678,276,731)
article-text: — Τὸν ἐκ Κυθήρων φίλατον ν. Πανάγ. Πολυχρόνην ἐκλέξαντα εἰς τὰς ἐπιτροπὰς τῆς ὑφισταμένης ἑταιρείας ἐτίμησαν οἱ συνάδελφοι. xyxy=(289,534,547,587)
